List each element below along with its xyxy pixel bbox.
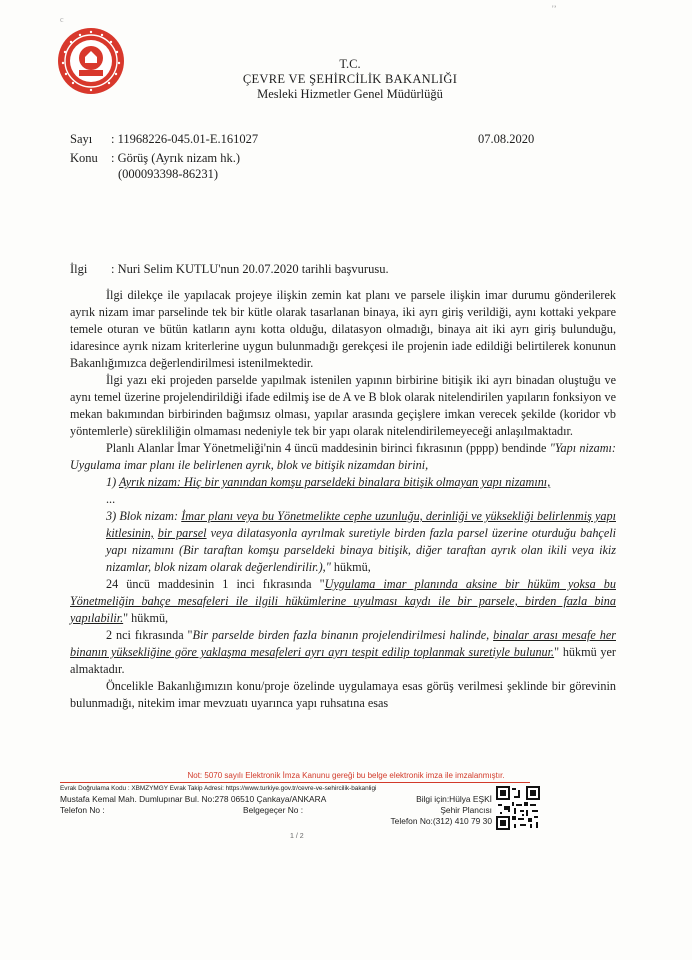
paragraph-2: İlgi yazı eki projeden parselde yapılmak istenilen yapının birbirine bitişik iki ayrı binadan oluştuğu ve aynı temel üzerine projelendirildiği ifade edilmiş ise de A ve B blok olarak nitelendirilen yapıların fonksiyon ve mekan bakımından birbirinden bağımsız olması, yapılar arasında geçişlere imkan verecek şekilde (koridor vb yöntemlerle) sürekliliğin olmaması nedeniyle tek bir yapı olarak nitelendirilemeyeceği anlaşılmaktadır. — [70, 373, 616, 438]
page-number: 1 / 2 — [290, 833, 304, 840]
verification-line: Evrak Doğrulama Kodu : XBMZYMGY Evrak Takip Adresi: https://www.turkiye.gov.tr/cevre-ve-sehircilik-bakanligi — [60, 785, 377, 792]
date: 07.08.2020 — [478, 132, 535, 146]
info-contact: Bilgi için:Hülya EŞKİ — [416, 794, 492, 804]
header-directorate: Mesleki Hizmetler Genel Müdürlüğü — [257, 87, 443, 101]
footer-divider — [60, 782, 530, 783]
header-ministry: ÇEVRE VE ŞEHİRCİLİK BAKANLIĞI — [242, 72, 458, 86]
e-signature-note: Not: 5070 sayılı Elektronik İmza Kanunu gereği bu belge elektronik imza ile imzalanmıştır. — [187, 771, 505, 780]
quote-item-1: 1) Ayrık nizam: Hiç bir yanından komşu parseldeki binalara bitişik olmayan yapı nizamını, — [106, 475, 551, 489]
corner-dot: c — [60, 15, 64, 24]
ellipsis: ... — [106, 492, 116, 506]
konu-value: : Görüş (Ayrık nizam hk.) — [111, 151, 241, 165]
sayi-value: : 11968226-045.01-E.161027 — [111, 132, 259, 146]
paragraph-final: Öncelikle Bakanlığımızın konu/proje özelinde uygulamaya esas görüş verilmesi şeklinde bir görevinin bulunmadığı, nitekim imar mevzuatı uyarınca yapı ruhsatına esas — [70, 679, 616, 710]
phone-label: Telefon No : — [60, 805, 105, 815]
konu-label: Konu — [70, 151, 98, 165]
ministry-seal-logo — [56, 26, 126, 96]
info-phone: Telefon No:(312) 410 79 30 — [390, 816, 492, 826]
info-role: Şehir Plancısı — [440, 805, 492, 815]
ilgi-value: : Nuri Selim KUTLU'nun 20.07.2020 tarihli başvurusu. — [111, 262, 389, 276]
konu-ref: (000093398-86231) — [118, 167, 218, 181]
address: Mustafa Kemal Mah. Dumlupınar Bul. No:278 06510 Çankaya/ANKARA — [60, 794, 327, 804]
qr-code-icon — [496, 786, 540, 830]
header-tc: T.C. — [339, 57, 361, 71]
body — [70, 287, 616, 712]
paragraph-24: 24 üncü maddesinin 1 inci fıkrasında "Uygulama imar planında aksine bir hüküm yoksa bu Yönetmeliğin bahçe mesafeleri ile ilgili hükümlerine uyulması kaydı ile bir parsele, birden fazla bina yapılabilir." hükmü, — [70, 577, 616, 625]
paragraph-3-intro: Planlı Alanlar İmar Yönetmeliği'nin 4 üncü maddesinin birinci fıkrasının (pppp) bendinde "Yapı nizamı: Uygulama imar planı ile belirlenen ayrık, blok ve bitişik nizamdan birini, — [70, 441, 616, 472]
ilgi-label: İlgi — [70, 262, 88, 276]
paragraph-1: İlgi dilekçe ile yapılacak projeye ilişkin zemin kat planı ve parsele ilişkin imar durumu gönderilerek ayrık nizam imar parselinde tek bir kütle olarak tasarlanan binaya, iki ayrı giriş verildiği, aynı kottaki yekpare temele oturan ve bütün katların aynı kotta olduğu, dilatasyon olmadığı, binaya ait iki ayrı giriş bulunduğu, idaresince ayrık nizam kriterlerine uygun bulunmadığı gerekçesi ile projenin iade edildiği belirtilerek konunun Bakanlığımızca değerlendirilmesi istenilmektedir. — [70, 288, 616, 370]
quote-item-3: 3) Blok nizam: İmar planı veya bu Yönetmelikte cephe uzunluğu, derinliği ve yüksekliği belirlenmiş yapı kitlesinin, bir parsel veya dilatasyonla ayrılmak suretiyle birden fazla parsel üzerine oturduğu bahçeli yapı nizamını (Bir taraftan komşu parseldeki binaya bitişik, diğer taraftan ayrık olan ikili veya ikiz nizamlar, blok nizam olarak değerlendirilir.)," hükmü, — [106, 509, 616, 574]
sayi-label: Sayı — [70, 132, 93, 146]
corner-mark: 'ʼ — [552, 4, 557, 14]
fax-label: Belgegeçer No : — [243, 805, 304, 815]
paragraph-2nci: 2 nci fıkrasında "Bir parselde birden fazla binanın projelendirilmesi halinde, binalar arası mesafe her binanın yüksekliğine göre yaklaşma mesafeleri ayrı ayrı tespit edilip toplanmak suretiyle bulunur." hükmü yer almaktadır. — [70, 628, 616, 676]
